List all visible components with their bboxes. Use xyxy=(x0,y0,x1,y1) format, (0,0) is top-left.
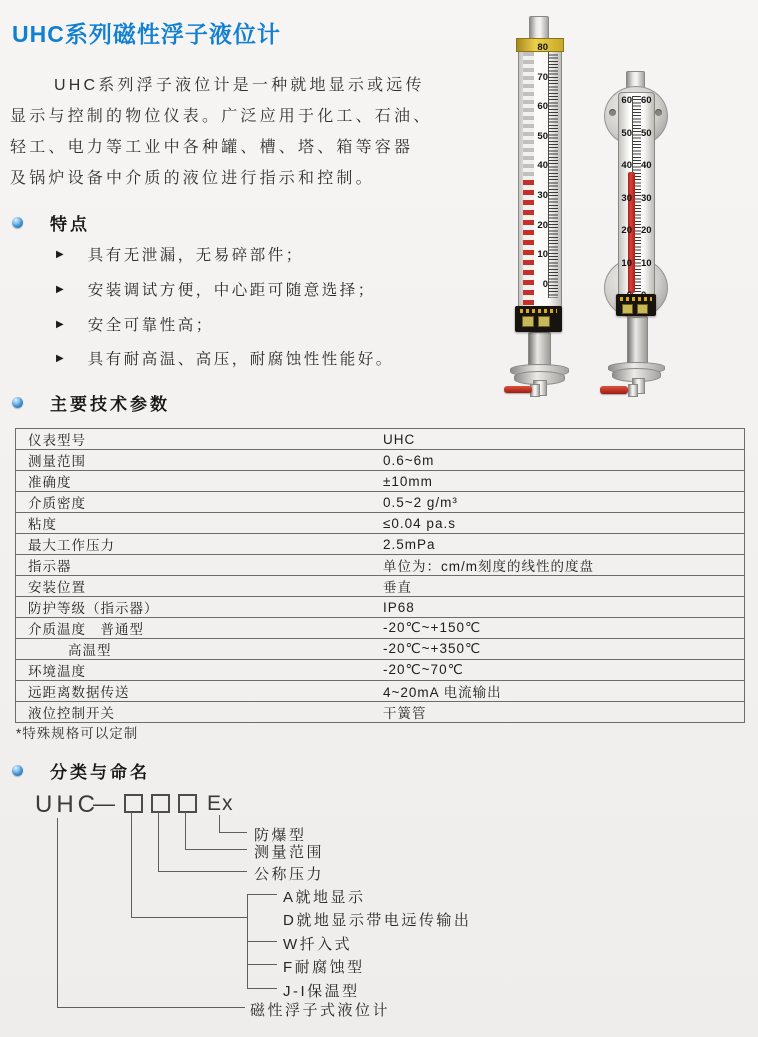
table-row xyxy=(16,471,745,492)
table-row xyxy=(16,555,745,576)
triangle-bullet-icon: ▶ xyxy=(56,352,64,364)
gauge-scale-number: 50 xyxy=(537,131,548,142)
triangle-bullet-icon: ▶ xyxy=(56,248,64,260)
spec-label: 安装位置 xyxy=(16,576,384,597)
spec-value: ≤0.04 pa.s xyxy=(383,513,745,534)
indicator-window xyxy=(622,304,633,314)
bolt-hole xyxy=(655,109,662,116)
gauge-scale-number: 0 xyxy=(542,279,548,290)
model-suffix-ex: Ex xyxy=(207,792,234,815)
intro-line: 显示与控制的物位仪表。广泛应用于化工、石油、 xyxy=(10,108,433,125)
spec-value: 2.5mPa xyxy=(383,534,745,555)
table-row xyxy=(16,597,745,618)
diagram-line xyxy=(57,1007,245,1008)
spec-label: 介质温度 普通型 xyxy=(16,618,384,639)
diagram-line xyxy=(185,849,247,850)
gauge-valve-nut xyxy=(628,384,638,397)
spec-value: UHC xyxy=(383,429,745,450)
gauge-scale-number: 60 xyxy=(537,101,548,112)
gauge-flag-column-silver xyxy=(523,52,534,180)
feature-item xyxy=(56,278,376,300)
diagram-line xyxy=(57,818,58,1008)
feature-text: 具有无泄漏，无易碎部件； xyxy=(87,247,304,264)
indicator-window xyxy=(522,316,534,327)
gauge-scale-number: 60 xyxy=(641,95,652,106)
spec-value: 垂直 xyxy=(383,576,745,597)
table-row xyxy=(16,513,745,534)
gauge-valve-handle xyxy=(600,386,628,394)
gauge-flag-column-red xyxy=(523,180,534,306)
label-option-w: W扦入式 xyxy=(283,936,353,953)
gauge-scale-number: 40 xyxy=(621,160,632,171)
gauge-scale-number: 50 xyxy=(641,128,652,139)
table-row xyxy=(16,660,745,681)
diagram-line xyxy=(247,988,277,989)
intro-line: UHC系列浮子液位计是一种就地显示或远传 xyxy=(54,77,425,94)
bolt-hole xyxy=(609,109,616,116)
spec-value: -20℃~+350℃ xyxy=(383,639,745,660)
diagram-line xyxy=(247,894,277,895)
level-gauge-image-right xyxy=(596,70,676,410)
level-gauge-image-left xyxy=(500,14,580,409)
indicator-window xyxy=(538,316,550,327)
code-box-1 xyxy=(124,794,143,813)
label-option-ji: J-I保温型 xyxy=(283,983,360,1000)
intro-line: 轻工、电力等工业中各种罐、槽、塔、箱等容器 xyxy=(10,139,414,156)
gauge-scale-number: 30 xyxy=(641,193,652,204)
sphere-bullet-icon xyxy=(12,765,23,776)
feature-item xyxy=(56,243,304,265)
naming-heading-text: 分类与命名 xyxy=(50,763,150,782)
sphere-bullet-icon xyxy=(12,397,23,408)
spec-value: IP68 xyxy=(383,597,745,618)
diagram-line xyxy=(219,815,220,833)
spec-value: 单位为：cm/m刻度的线性的度盘 xyxy=(383,555,745,576)
diagram-line xyxy=(247,941,277,942)
diagram-line xyxy=(219,832,247,833)
gauge-scale-number: 80 xyxy=(537,42,548,53)
diagram-line xyxy=(131,917,247,918)
gauge-indicator-box xyxy=(616,294,656,316)
sphere-bullet-icon xyxy=(12,217,23,228)
gauge-scale-number: 10 xyxy=(621,258,632,269)
feature-item xyxy=(56,347,394,369)
table-row xyxy=(16,639,745,660)
spec-label: 环境温度 xyxy=(16,660,384,681)
intro-paragraph xyxy=(10,70,490,194)
naming-section-heading xyxy=(12,758,150,783)
spec-label: 远距离数据传送 xyxy=(16,681,384,702)
label-measuring-range: 测量范围 xyxy=(254,844,325,861)
spec-note: *特殊规格可以定制 xyxy=(16,726,139,741)
gauge-pipe xyxy=(627,316,648,366)
gauge-scale-number: 20 xyxy=(537,220,548,231)
gauge-scale-number: 30 xyxy=(537,190,548,201)
table-row xyxy=(16,702,745,723)
table-row xyxy=(16,618,745,639)
gauge-scale-number: 40 xyxy=(537,160,548,171)
model-dash: — xyxy=(93,791,115,816)
gauge-scale-number: 10 xyxy=(537,249,548,260)
table-row xyxy=(16,576,745,597)
label-explosion-proof: 防爆型 xyxy=(254,827,307,844)
code-box-3 xyxy=(178,794,197,813)
spec-label: 测量范围 xyxy=(16,450,384,471)
gauge-scale-number: 50 xyxy=(621,128,632,139)
spec-label: 液位控制开关 xyxy=(16,702,384,723)
gauge-scale-number: 40 xyxy=(641,160,652,171)
code-box-2 xyxy=(151,794,170,813)
table-row xyxy=(16,450,745,471)
features-heading-text: 特点 xyxy=(50,215,90,234)
feature-text: 安全可靠性高； xyxy=(87,317,214,334)
diagram-line xyxy=(185,812,186,850)
table-row xyxy=(16,492,745,513)
triangle-bullet-icon: ▶ xyxy=(56,318,64,330)
spec-value: 0.6~6m xyxy=(383,450,745,471)
table-row xyxy=(16,534,745,555)
spec-table xyxy=(15,428,745,723)
diagram-line xyxy=(247,964,277,965)
feature-item xyxy=(56,313,214,335)
diagram-line xyxy=(131,812,132,918)
spec-label: 指示器 xyxy=(16,555,384,576)
spec-value: 0.5~2 g/m³ xyxy=(383,492,745,513)
gauge-scale-number: 10 xyxy=(641,258,652,269)
spec-label: 防护等级（指示器） xyxy=(16,597,384,618)
indicator-dots xyxy=(620,297,652,301)
label-option-f: F耐腐蚀型 xyxy=(283,959,365,976)
diagram-line xyxy=(158,812,159,872)
spec-label: 高温型 xyxy=(16,639,384,660)
gauge-valve-handle xyxy=(504,386,532,393)
page-title: UHC系列磁性浮子液位计 xyxy=(12,21,281,47)
spec-label: 介质密度 xyxy=(16,492,384,513)
feature-text: 具有耐高温、高压，耐腐蚀性性能好。 xyxy=(87,351,394,368)
spec-value: 干簧管 xyxy=(383,702,745,723)
spec-value: ±10mm xyxy=(383,471,745,492)
gauge-scale-number: 30 xyxy=(621,193,632,204)
gauge-scale-number: 20 xyxy=(621,225,632,236)
spec-label: 粘度 xyxy=(16,513,384,534)
spec-label: 准确度 xyxy=(16,471,384,492)
features-section-heading xyxy=(12,210,90,235)
spec-label: 最大工作压力 xyxy=(16,534,384,555)
indicator-dots xyxy=(520,309,557,313)
table-row xyxy=(16,429,745,450)
spec-label: 仪表型号 xyxy=(16,429,384,450)
label-gauge-name: 磁性浮子式液位计 xyxy=(250,1002,391,1019)
spec-value: -20℃~+150℃ xyxy=(383,618,745,639)
model-prefix: UHC xyxy=(35,791,99,818)
specs-heading-text: 主要技术参数 xyxy=(50,395,170,414)
indicator-window xyxy=(637,304,648,314)
table-row xyxy=(16,681,745,702)
gauge-scale-number: 20 xyxy=(641,225,652,236)
specs-section-heading xyxy=(12,390,170,415)
gauge-tick-marks xyxy=(548,48,558,298)
gauge-scale-number: 60 xyxy=(621,95,632,106)
label-option-d: D就地显示带电远传输出 xyxy=(283,912,472,929)
feature-text: 安装调试方便，中心距可随意选择； xyxy=(87,282,376,299)
spec-value: -20℃~70℃ xyxy=(383,660,745,681)
diagram-line xyxy=(158,871,247,872)
gauge-indicator-box xyxy=(515,306,562,332)
intro-line: 及锅炉设备中介质的液位进行指示和控制。 xyxy=(10,170,375,187)
label-option-a: A就地显示 xyxy=(283,889,366,906)
label-nominal-pressure: 公称压力 xyxy=(254,866,325,883)
triangle-bullet-icon: ▶ xyxy=(56,283,64,295)
spec-value: 4~20mA 电流输出 xyxy=(383,681,745,702)
gauge-scale-number: 70 xyxy=(537,72,548,83)
